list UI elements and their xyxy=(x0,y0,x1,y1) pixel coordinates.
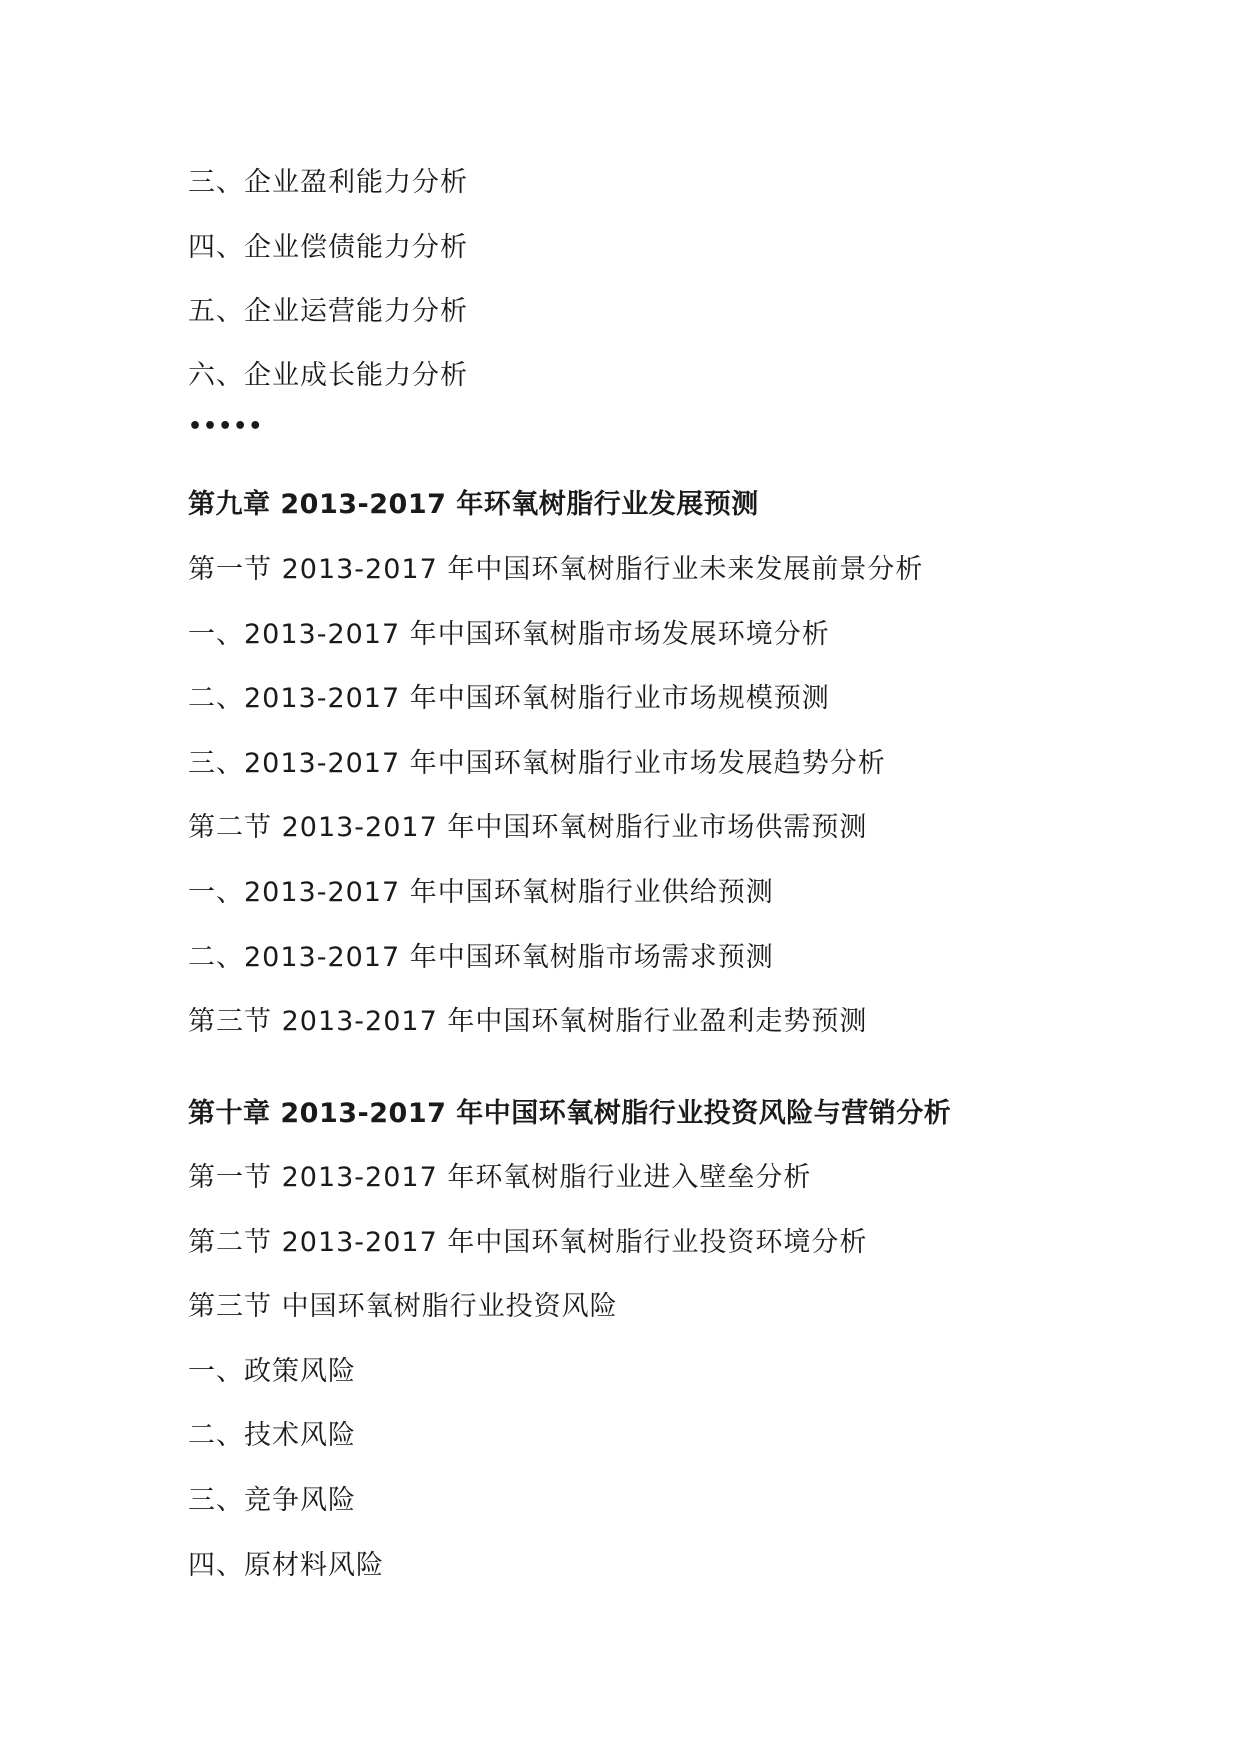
toc-item: 二、2013-2017 年中国环氧树脂行业市场规模预测 xyxy=(188,683,830,714)
ellipsis-mark: ••••• xyxy=(188,414,264,439)
toc-item: 一、2013-2017 年中国环氧树脂行业供给预测 xyxy=(188,877,774,908)
toc-item: 第二节 2013-2017 年中国环氧树脂行业投资环境分析 xyxy=(188,1227,868,1258)
toc-item: 六、企业成长能力分析 xyxy=(188,360,468,391)
toc-item: 一、2013-2017 年中国环氧树脂市场发展环境分析 xyxy=(188,619,830,650)
toc-item: 三、竞争风险 xyxy=(188,1485,356,1516)
toc-item: 五、企业运营能力分析 xyxy=(188,296,468,327)
chapter-heading: 第十章 2013-2017 年中国环氧树脂行业投资风险与营销分析 xyxy=(188,1098,952,1129)
toc-item: 四、企业偿债能力分析 xyxy=(188,232,468,263)
toc-item: 第三节 2013-2017 年中国环氧树脂行业盈利走势预测 xyxy=(188,1006,868,1037)
toc-item: 第一节 2013-2017 年环氧树脂行业进入壁垒分析 xyxy=(188,1162,812,1193)
toc-item: 二、2013-2017 年中国环氧树脂市场需求预测 xyxy=(188,942,774,973)
toc-item: 三、企业盈利能力分析 xyxy=(188,167,468,198)
toc-item: 四、原材料风险 xyxy=(188,1550,384,1581)
toc-item: 一、政策风险 xyxy=(188,1356,356,1387)
toc-item: 第一节 2013-2017 年中国环氧树脂行业未来发展前景分析 xyxy=(188,554,924,585)
chapter-heading: 第九章 2013-2017 年环氧树脂行业发展预测 xyxy=(188,489,759,520)
toc-item: 三、2013-2017 年中国环氧树脂行业市场发展趋势分析 xyxy=(188,748,886,779)
toc-item: 第三节 中国环氧树脂行业投资风险 xyxy=(188,1291,618,1322)
toc-item: 二、技术风险 xyxy=(188,1420,356,1451)
toc-item: 第二节 2013-2017 年中国环氧树脂行业市场供需预测 xyxy=(188,812,868,843)
